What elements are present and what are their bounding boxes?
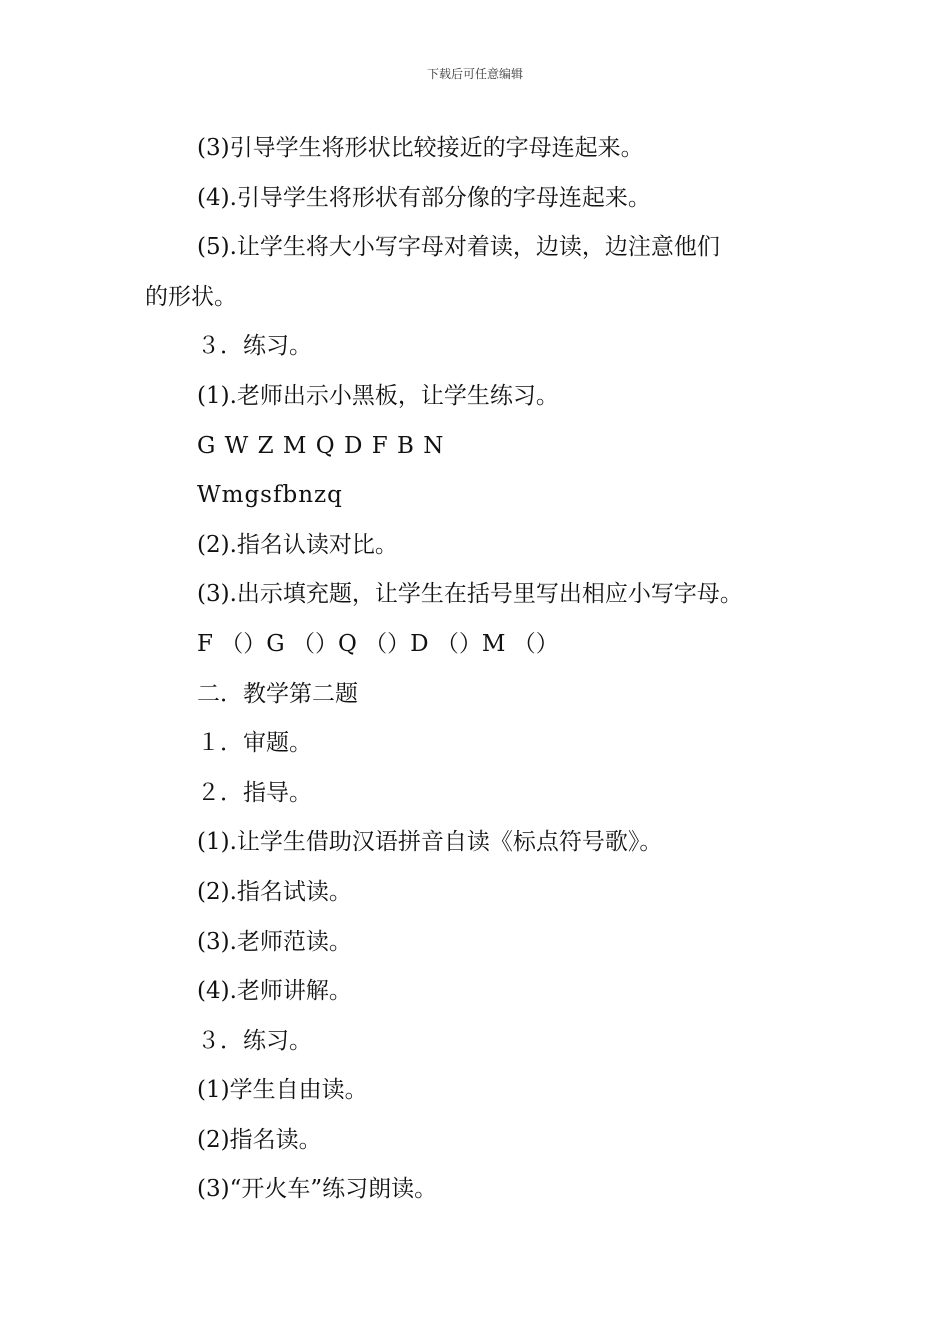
document-body (145, 124, 810, 1215)
page-header: 下载后可任意编辑 (426, 67, 523, 81)
paragraph-line: (3).老师范读。 (197, 928, 352, 955)
section-heading: ２．指导。 (197, 779, 312, 806)
uppercase-letters-line: G W Z M Q D F B N (197, 432, 445, 459)
paragraph-line: (2)指名读。 (197, 1126, 322, 1153)
paragraph-line: (1).老师出示小黑板，让学生练习。 (197, 382, 559, 409)
paragraph-line: (2).指名认读对比。 (197, 531, 398, 558)
paragraph-line: (4).引导学生将形状有部分像的字母连起来。 (197, 184, 651, 211)
lowercase-letters-line: Wmgsfbnzq (197, 482, 343, 509)
paragraph-line: (4).老师讲解。 (197, 978, 352, 1005)
section-heading: 二．教学第二题 (197, 680, 358, 707)
section-heading: ３．练习。 (197, 333, 312, 360)
paragraph-line: (1)学生自由读。 (197, 1077, 368, 1104)
paragraph-line: (1).让学生借助汉语拼音自读《标点符号歌》。 (197, 829, 663, 856)
section-heading: １．审题。 (197, 730, 312, 757)
paragraph-line: (2).指名试读。 (197, 878, 352, 905)
fill-in-blanks-line: F （）G （）Q （）D （）M （） (197, 630, 559, 657)
paragraph-line-continuation: 的形状。 (145, 283, 237, 310)
paragraph-line: (3)“开火车”练习朗读。 (197, 1176, 438, 1203)
section-heading: ３．练习。 (197, 1027, 312, 1054)
paragraph-line: (5).让学生将大小写字母对着读，边读，边注意他们 (197, 234, 720, 261)
paragraph-line: (3)引导学生将形状比较接近的字母连起来。 (197, 135, 644, 161)
paragraph-line: (3).出示填充题，让学生在括号里写出相应小写字母。 (197, 581, 743, 608)
